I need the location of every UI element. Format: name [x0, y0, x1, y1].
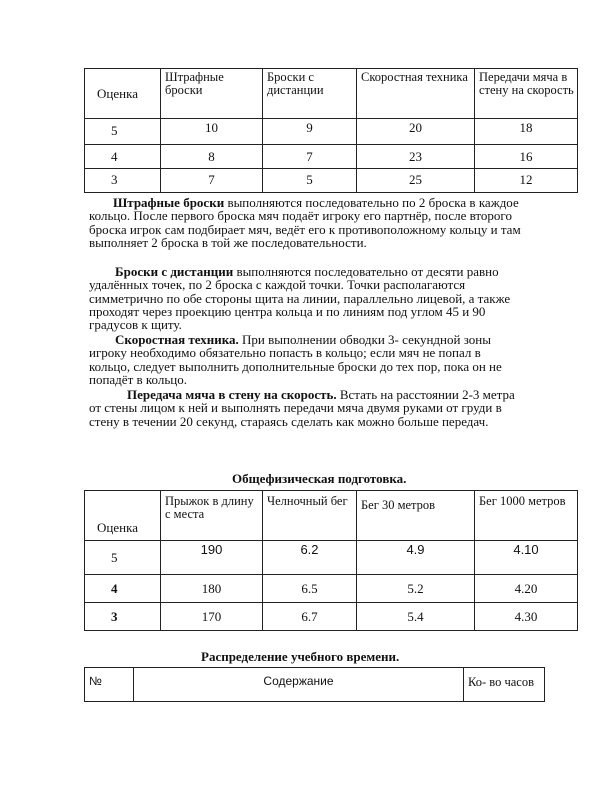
value-cell: 5	[263, 169, 357, 193]
paragraph-heading: Передача мяча в стену на скорость.	[127, 387, 337, 402]
grade-cell: 3	[85, 169, 161, 193]
grade-cell: 4	[85, 575, 161, 603]
header-cell: Штрафные броски	[161, 69, 263, 119]
value-cell: 6.5	[263, 575, 357, 603]
header-cell: Передачи мяча в стену на скорость	[475, 69, 578, 119]
paragraph-text: выполняются последовательно от десяти равно удалённых точек, по 2 броска с каждой точки. Точки располагаются симметрично по обе стороны щита на линии, параллельно лицевой, а также проходят через проекцию центра кольца и по линиям под углом 45 и 90 градусов к щиту.	[89, 264, 511, 333]
table-row	[85, 575, 578, 603]
paragraph-heading: Штрафные броски	[113, 195, 225, 210]
table-row	[85, 169, 578, 193]
value-cell: 18	[475, 119, 578, 145]
section-title-time-distribution: Распределение учебного времени.	[201, 649, 400, 664]
header-cell-content: Содержание	[134, 668, 464, 702]
value-cell: 12	[475, 169, 578, 193]
header-cell: Броски с дистанции	[263, 69, 357, 119]
paragraph-heading: Броски с дистанции	[115, 264, 234, 279]
paragraph-text: Встать на расстоянии 2-3 метра от стены лицом к ней и выполнять передачи мяча двумя руками от груди в стену в течении 20 секунд, стараясь сделать как можно больше передач.	[89, 387, 515, 429]
value-cell: 5.4	[357, 603, 475, 631]
paragraph-text: выполняются последовательно по 2 броска в каждое кольцо. После первого броска мяч подаёт игроку его партнёр, после второго броска игрок сам подбирает мяч, ведёт его к противоположному кольцу и там выполняет 2 броска в той же последовательности.	[89, 195, 521, 250]
header-cell: Бег 1000 метров	[475, 491, 578, 541]
value-cell: 7	[161, 169, 263, 193]
header-cell-grade: Оценка	[85, 491, 161, 541]
paragraph-distance-shots	[89, 265, 521, 331]
header-cell: Челночный бег	[263, 491, 357, 541]
header-cell: Скоростная техника	[357, 69, 475, 119]
value-cell: 5.2	[357, 575, 475, 603]
paragraph-text: При выполнении обводки 3- секундной зоны игроку необходимо обязательно попасть в кольцо; если мяч не попал в кольцо, следует выполнить дополнительные броски до тех пор, пока он не попадёт в кольцо.	[89, 332, 502, 387]
grade-cell: 3	[85, 603, 161, 631]
grade-cell: 5	[85, 541, 161, 575]
value-cell: 6.2	[263, 541, 357, 575]
value-cell: 4.10	[475, 541, 578, 575]
value-cell: 7	[263, 145, 357, 169]
table-row	[85, 603, 578, 631]
table-row	[85, 119, 578, 145]
time-distribution-table	[84, 667, 545, 702]
grade-cell: 4	[85, 145, 161, 169]
paragraph-speed-technique	[89, 333, 521, 386]
value-cell: 180	[161, 575, 263, 603]
value-cell: 23	[357, 145, 475, 169]
paragraph-wall-passes	[89, 388, 521, 428]
value-cell: 8	[161, 145, 263, 169]
value-cell: 4.9	[357, 541, 475, 575]
value-cell: 16	[475, 145, 578, 169]
value-cell: 4.30	[475, 603, 578, 631]
header-cell-number: №	[85, 668, 134, 702]
value-cell: 170	[161, 603, 263, 631]
value-cell: 20	[357, 119, 475, 145]
paragraph-heading: Скоростная техника.	[115, 332, 239, 347]
header-cell: Бег 30 метров	[357, 491, 475, 541]
header-cell-hours: Ко- во часов	[464, 668, 545, 702]
grades-table-general	[84, 490, 578, 631]
value-cell: 190	[161, 541, 263, 575]
value-cell: 4.20	[475, 575, 578, 603]
value-cell: 25	[357, 169, 475, 193]
header-cell-grade: Оценка	[85, 69, 161, 119]
value-cell: 9	[263, 119, 357, 145]
value-cell: 10	[161, 119, 263, 145]
header-cell: Прыжок в длину с места	[161, 491, 263, 541]
value-cell: 6.7	[263, 603, 357, 631]
grade-cell: 5	[85, 119, 161, 145]
section-title-general-training: Общефизическая подготовка.	[232, 471, 407, 486]
grades-table-technique	[84, 68, 578, 193]
paragraph-free-throws	[89, 196, 521, 249]
table-row	[85, 541, 578, 575]
table-row	[85, 145, 578, 169]
